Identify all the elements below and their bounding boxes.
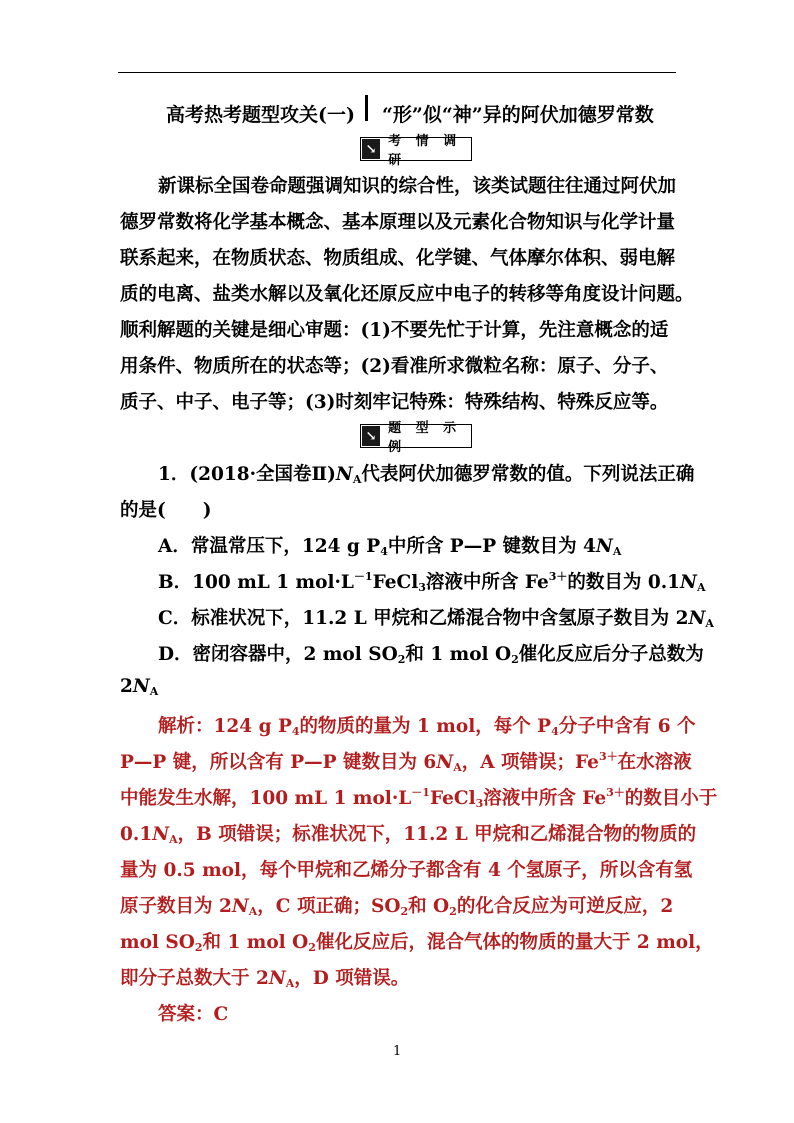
title-divider <box>365 95 368 121</box>
option-d: D．密闭容器中，2 mol $SO_2$和 1 mol $O_2$催化反应后分子总数为 <box>158 644 704 666</box>
option-d-line2: $2N_A$ <box>120 676 159 698</box>
page-number: 1 <box>393 1044 402 1059</box>
section-tag-label: 考 情 调 研 <box>388 134 462 168</box>
analysis-line: 即分子总数大于 $2N_A$，D 项错误。 <box>120 968 410 990</box>
arrow-in-box-icon: ↘ <box>362 139 380 159</box>
section-tag-exam-research <box>360 134 472 168</box>
intro-line: 质的电离、盐类水解以及氧化还原反应中电子的转移等角度设计问题。 <box>120 284 694 305</box>
intro-line: 德罗常数将化学基本概念、基本原理以及元素化合物知识与化学计量 <box>120 212 676 233</box>
arrow-in-box-icon: ↘ <box>362 426 380 446</box>
analysis-line: mol $SO_2$和 1 mol $O_2$催化反应后，混合气体的物质的量大于 2 mol， <box>120 932 714 954</box>
analysis-line: 中能发生水解，100 mL 1 $mol\cdot L^{-1}FeCl_3$溶液中所含 $Fe^{3+}$的数目小于 <box>120 786 718 810</box>
analysis-line: 解析：124 g $P_4$的物质的量为 1 mol，每个 $P_4$分子中含有 6 个 <box>158 716 696 738</box>
analysis-line: P—P 键，所以含有 P—P 键数目为 $6N_A$，A 项错误；$Fe^{3+}$在水溶液 <box>120 750 692 774</box>
answer-label: 答案 <box>158 1004 196 1025</box>
title-right: “形”似“神”异的阿伏加德罗常数 <box>381 104 654 126</box>
header-rule <box>118 72 676 73</box>
section-tag-example <box>360 421 472 455</box>
section-tag-label: 题 型 示 例 <box>388 421 462 455</box>
answer-line <box>158 1000 228 1026</box>
analysis-line: $0.1N_A$，B 项错误；标准状况下，11.2 L 甲烷和乙烯混合物的物质的 <box>120 824 697 846</box>
answer-value: ：C <box>195 1004 229 1025</box>
option-c: C．标准状况下，11.2 L 甲烷和乙烯混合物中含氢原子数目为 $2N_A$ <box>158 608 714 630</box>
analysis-label: 解析 <box>158 716 196 737</box>
intro-line: 用条件、物质所在的状态等；(2)看准所求微粒名称：原子、分子、 <box>120 356 669 377</box>
question-stem-line2: 的是( ) <box>120 500 212 521</box>
option-b: B．100 mL 1 $mol\cdot L^{-1}FeCl_3$溶液中所含 $Fe^{3+}$的数目为 $0.1N_A$ <box>158 570 706 594</box>
analysis-line: 量为 0.5 mol，每个甲烷和乙烯分子都含有 4 个氢原子，所以含有氢 <box>120 860 693 881</box>
question-stem: 1．(2018·全国卷$Ⅱ)N_A$代表阿伏加德罗常数的值。下列说法正确 <box>158 464 695 486</box>
intro-line: 质子、中子、电子等；(3)时刻牢记特殊：特殊结构、特殊反应等。 <box>120 392 669 413</box>
intro-line: 新课标全国卷命题强调知识的综合性，该类试题往往通过阿伏加 <box>158 176 677 197</box>
page-title <box>166 100 654 127</box>
intro-line: 联系起来，在物质状态、物质组成、化学键、气体摩尔体积、弱电解 <box>120 248 676 269</box>
analysis-line: 原子数目为 $2N_A$，C 项正确；$SO_2$和 $O_2$的化合反应为可逆反应，2 <box>120 896 674 918</box>
option-a: A．常温常压下，124 g $P_4$中所含 P—P 键数目为 $4N_A$ <box>158 536 622 558</box>
intro-line: 顺利解题的关键是细心审题：(1)不要先忙于计算，先注意概念的适 <box>120 320 669 341</box>
title-left: 高考热考题型攻关(一) <box>166 104 355 126</box>
